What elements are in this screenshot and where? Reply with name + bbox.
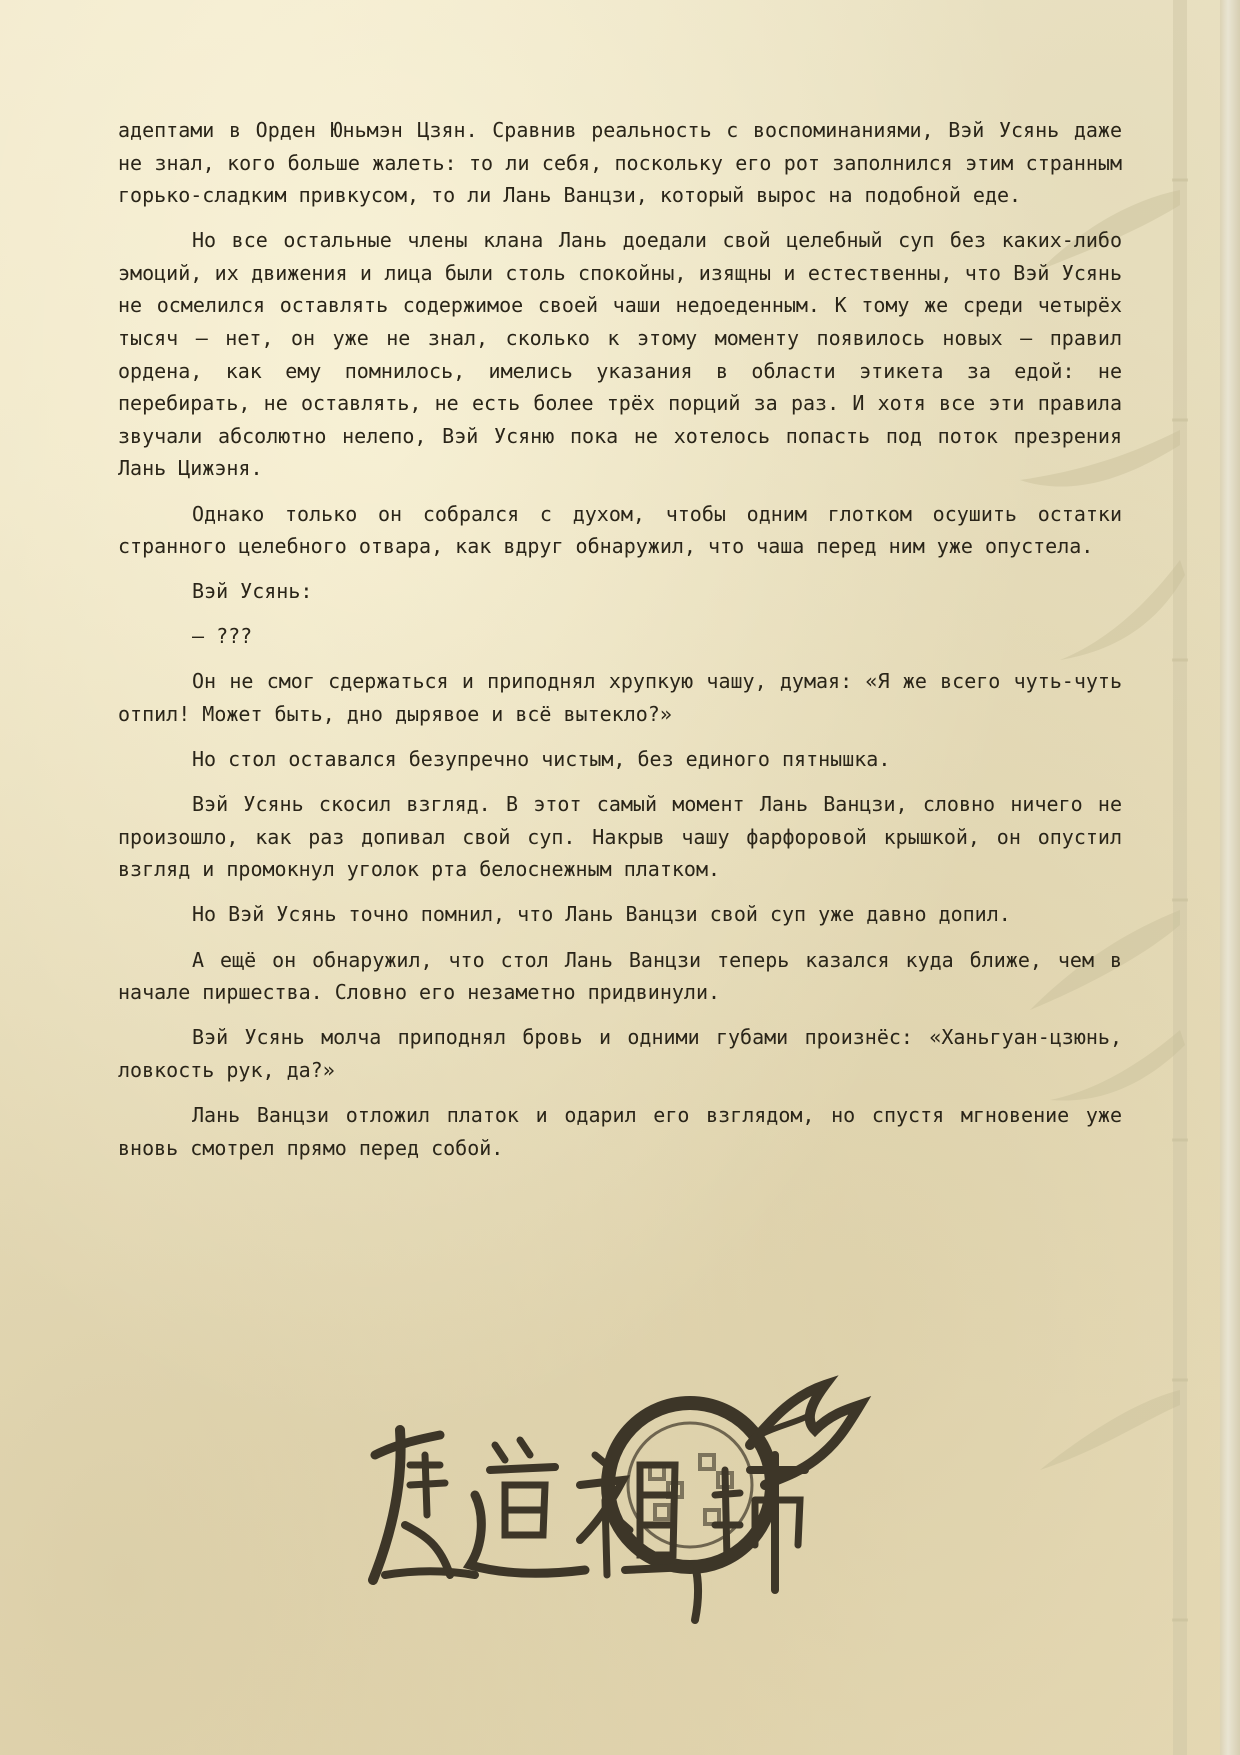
paragraph: — ??? <box>192 624 253 649</box>
paragraph: Но стол оставался безупречно чистым, без единого пятнышка. <box>192 747 891 772</box>
paragraph: адептами в Орден Юньмэн Цзян. Сравнив реальность с воспоминаниями, Вэй Усянь даже не знал, кого больше жалеть: то ли себя, поскольку его рот заполнился этим странным горько-сладким привкусом, то ли Лань Ванцзи, который вырос на подобной еде. <box>118 118 1122 208</box>
paragraph: Но все остальные члены клана Лань доедали свой целебный суп без каких-либо эмоций, их движения и лица были столь спокойны, изящны и естественны, что Вэй Усянь не осмелился оставлять содержимое своей чаши недоеденным. К тому же среди четырёх тысяч — нет, он уже не знал, сколько к этому моменту появилось новых — правил ордена, как ему помнилось, имелись указания в области этикета за едой: не перебирать, не оставлять, не есть более трёх порций за раз. И хотя все эти правила звучали абсолютно нелепо, Вэй Усяню пока не хотелось попасть под поток презрения Лань Цижэня. <box>118 228 1122 481</box>
page-edge-strip <box>1220 0 1240 1755</box>
paragraph: Вэй Усянь скосил взгляд. В этот самый момент Лань Ванцзи, словно ничего не произошло, как раз допивал свой суп. Накрыв чашу фарфоровой крышкой, он опустил взгляд и промокнул уголок рта белоснежным платком. <box>118 792 1122 882</box>
paragraph: Вэй Усянь: <box>192 579 313 604</box>
paragraph: Он не смог сдержаться и приподнял хрупкую чашу, думая: «Я же всего чуть-чуть отпил! Может быть, дно дырявое и всё вытекло?» <box>118 669 1122 726</box>
paragraph: А ещё он обнаружил, что стол Лань Ванцзи теперь казался куда ближе, чем в начале пиршества. Словно его незаметно придвинули. <box>118 947 1122 1005</box>
paragraph: Однако только он собрался с духом, чтобы одним глотком осушить остатки странного целебного отвара, как вдруг обнаружил, что чаша перед ним уже опустела. <box>118 501 1122 559</box>
paragraph: Вэй Усянь молча приподнял бровь и одними губами произнёс: «Ханьгуан-цзюнь, ловкость рук, да?» <box>118 1025 1122 1082</box>
paragraph: Но Вэй Усянь точно помнил, что Лань Ванцзи свой суп уже давно допил. <box>192 902 1011 927</box>
calligraphy-logo <box>355 1375 895 1625</box>
document-body <box>118 114 1122 1177</box>
paragraph: Лань Ванцзи отложил платок и одарил его взглядом, но спустя мгновение уже вновь смотрел прямо перед собой. <box>118 1102 1122 1160</box>
